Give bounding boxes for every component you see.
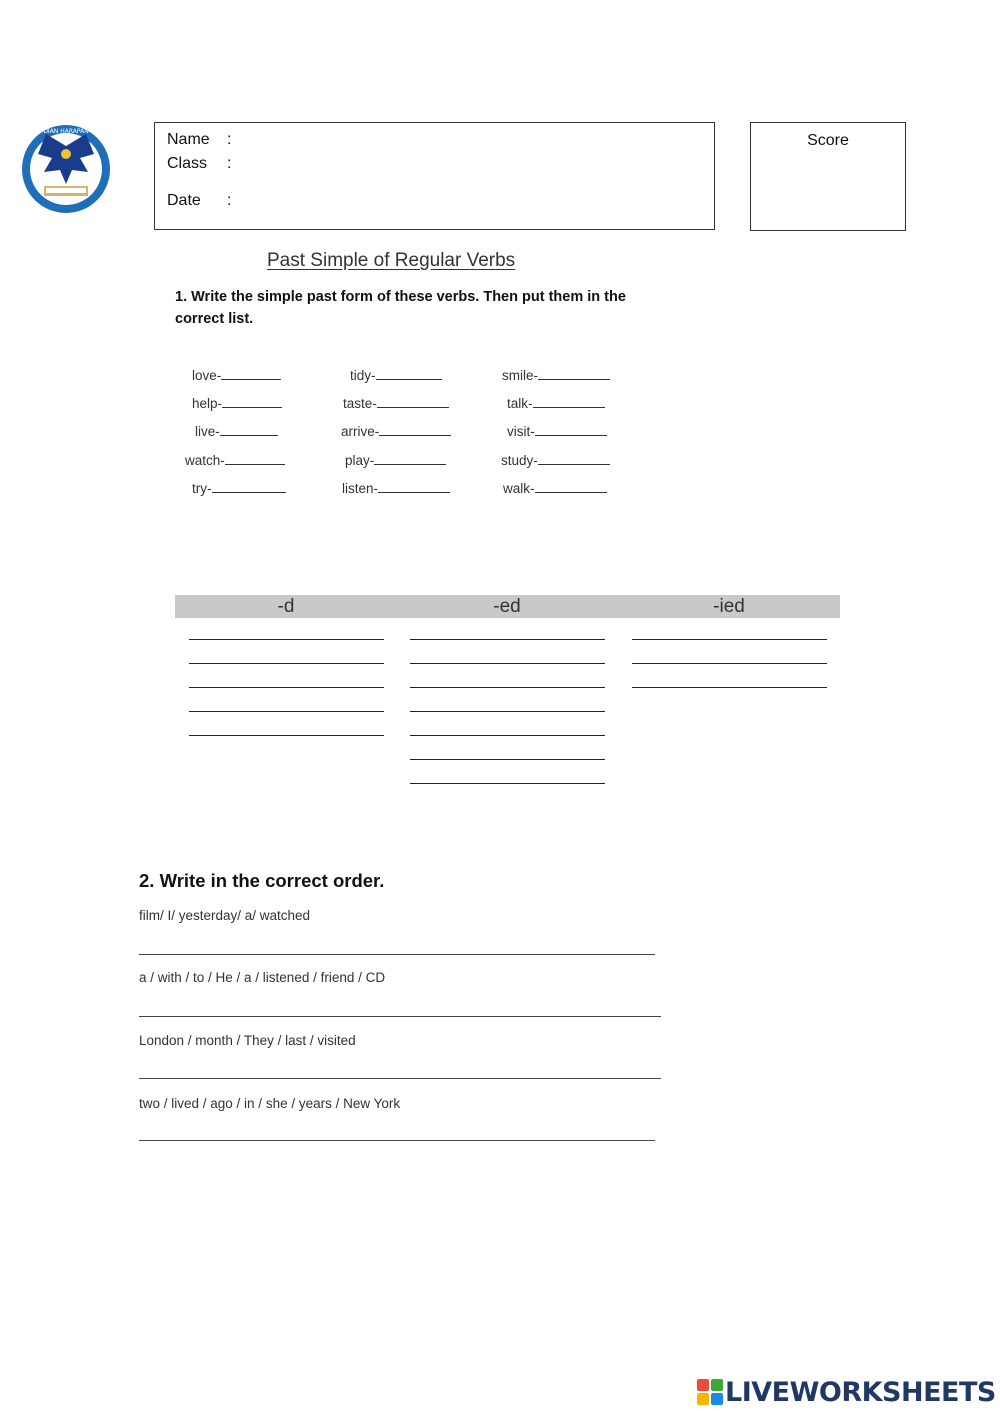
sentence-answer-line[interactable] [139, 1078, 661, 1079]
score-box[interactable] [750, 122, 906, 231]
verb-blank[interactable] [535, 480, 607, 493]
scrambled-sentence: a / with / to / He / a / listened / friend / CD [139, 970, 386, 985]
verb-label: listen- [342, 481, 379, 496]
verb-label: tidy- [350, 368, 376, 383]
verb-blank[interactable] [225, 452, 285, 465]
answer-line-d[interactable] [189, 663, 384, 664]
answer-line-d[interactable] [189, 711, 384, 712]
verb-item[interactable] [343, 395, 449, 411]
verb-item[interactable] [507, 395, 605, 411]
verb-item[interactable] [192, 367, 281, 383]
class-sep: : [227, 155, 232, 172]
verb-item[interactable] [350, 367, 442, 383]
verb-label: taste- [343, 396, 377, 411]
answer-line-ed[interactable] [410, 639, 605, 640]
verb-blank[interactable] [212, 480, 286, 493]
liveworksheets-logo [697, 1378, 996, 1406]
scrambled-sentence: two / lived / ago / in / she / years / New York [139, 1096, 401, 1111]
verb-label: try- [192, 481, 212, 496]
column-heading-ed: -ed [493, 596, 521, 617]
verb-blank[interactable] [538, 367, 610, 380]
verb-blank[interactable] [376, 367, 442, 380]
verb-blank[interactable] [220, 423, 278, 436]
answer-line-d[interactable] [189, 639, 384, 640]
verb-label: play- [345, 453, 375, 468]
verb-blank[interactable] [538, 452, 610, 465]
verb-item[interactable] [502, 367, 610, 383]
verb-item[interactable] [192, 395, 282, 411]
verb-label: arrive- [341, 424, 380, 439]
verb-label: study- [501, 453, 538, 468]
verb-blank[interactable] [374, 452, 446, 465]
verb-item[interactable] [507, 423, 607, 439]
verb-label: watch- [185, 453, 225, 468]
answer-line-ed[interactable] [410, 711, 605, 712]
verb-label: love- [192, 368, 222, 383]
sentence-answer-line[interactable] [139, 1016, 661, 1017]
class-field[interactable] [167, 155, 231, 173]
class-label: Class [167, 155, 208, 172]
score-label: Score [807, 132, 849, 149]
sort-table-header [175, 595, 840, 618]
column-heading-ied: -ied [713, 596, 745, 617]
answer-line-ed[interactable] [410, 735, 605, 736]
column-heading-d: -d [277, 596, 295, 617]
scrambled-sentence: film/ I/ yesterday/ a/ watched [139, 908, 311, 923]
verb-label: live- [195, 424, 220, 439]
verb-label: smile- [502, 368, 538, 383]
verb-item[interactable] [501, 452, 610, 468]
verb-blank[interactable] [222, 395, 282, 408]
answer-line-d[interactable] [189, 735, 384, 736]
answer-line-ied[interactable] [632, 663, 827, 664]
verb-label: help- [192, 396, 223, 411]
verb-item[interactable] [342, 480, 450, 496]
date-label: Date [167, 192, 201, 209]
verb-label: talk- [507, 396, 533, 411]
verb-item[interactable] [341, 423, 451, 439]
worksheet-title: Past Simple of Regular Verbs [267, 250, 516, 271]
name-label: Name [167, 131, 210, 148]
verb-item[interactable] [185, 452, 285, 468]
answer-line-ed[interactable] [410, 783, 605, 784]
liveworksheets-icon [697, 1379, 723, 1405]
verb-item[interactable] [192, 480, 286, 496]
date-field[interactable] [167, 192, 231, 210]
answer-line-ed[interactable] [410, 759, 605, 760]
sentence-answer-line[interactable] [139, 954, 655, 955]
exercise1-instruction: 1. Write the simple past form of these verbs. Then put them in the correct list. [175, 289, 626, 327]
brand-name: LIVEWORKSHEETS [725, 1376, 996, 1408]
verb-blank[interactable] [535, 423, 607, 436]
name-sep: : [227, 131, 232, 148]
sentence-answer-line[interactable] [139, 1140, 655, 1141]
answer-line-d[interactable] [189, 687, 384, 688]
exercise2-instruction: 2. Write in the correct order. [139, 870, 385, 891]
date-sep: : [227, 192, 232, 209]
school-logo [16, 124, 118, 214]
verb-item[interactable] [195, 423, 278, 439]
verb-blank[interactable] [379, 423, 451, 436]
verb-blank[interactable] [377, 395, 449, 408]
answer-line-ied[interactable] [632, 639, 827, 640]
name-field[interactable] [167, 131, 231, 149]
verb-item[interactable] [503, 480, 607, 496]
verb-label: walk- [503, 481, 535, 496]
verb-blank[interactable] [221, 367, 281, 380]
verb-blank[interactable] [533, 395, 605, 408]
verb-blank[interactable] [378, 480, 450, 493]
verb-item[interactable] [345, 452, 446, 468]
answer-line-ied[interactable] [632, 687, 827, 688]
answer-line-ed[interactable] [410, 663, 605, 664]
answer-line-ed[interactable] [410, 687, 605, 688]
svg-text:DIAN HARAPAN: DIAN HARAPAN [43, 128, 89, 135]
scrambled-sentence: London / month / They / last / visited [139, 1033, 356, 1048]
student-info-box [154, 122, 715, 230]
verb-label: visit- [507, 424, 535, 439]
